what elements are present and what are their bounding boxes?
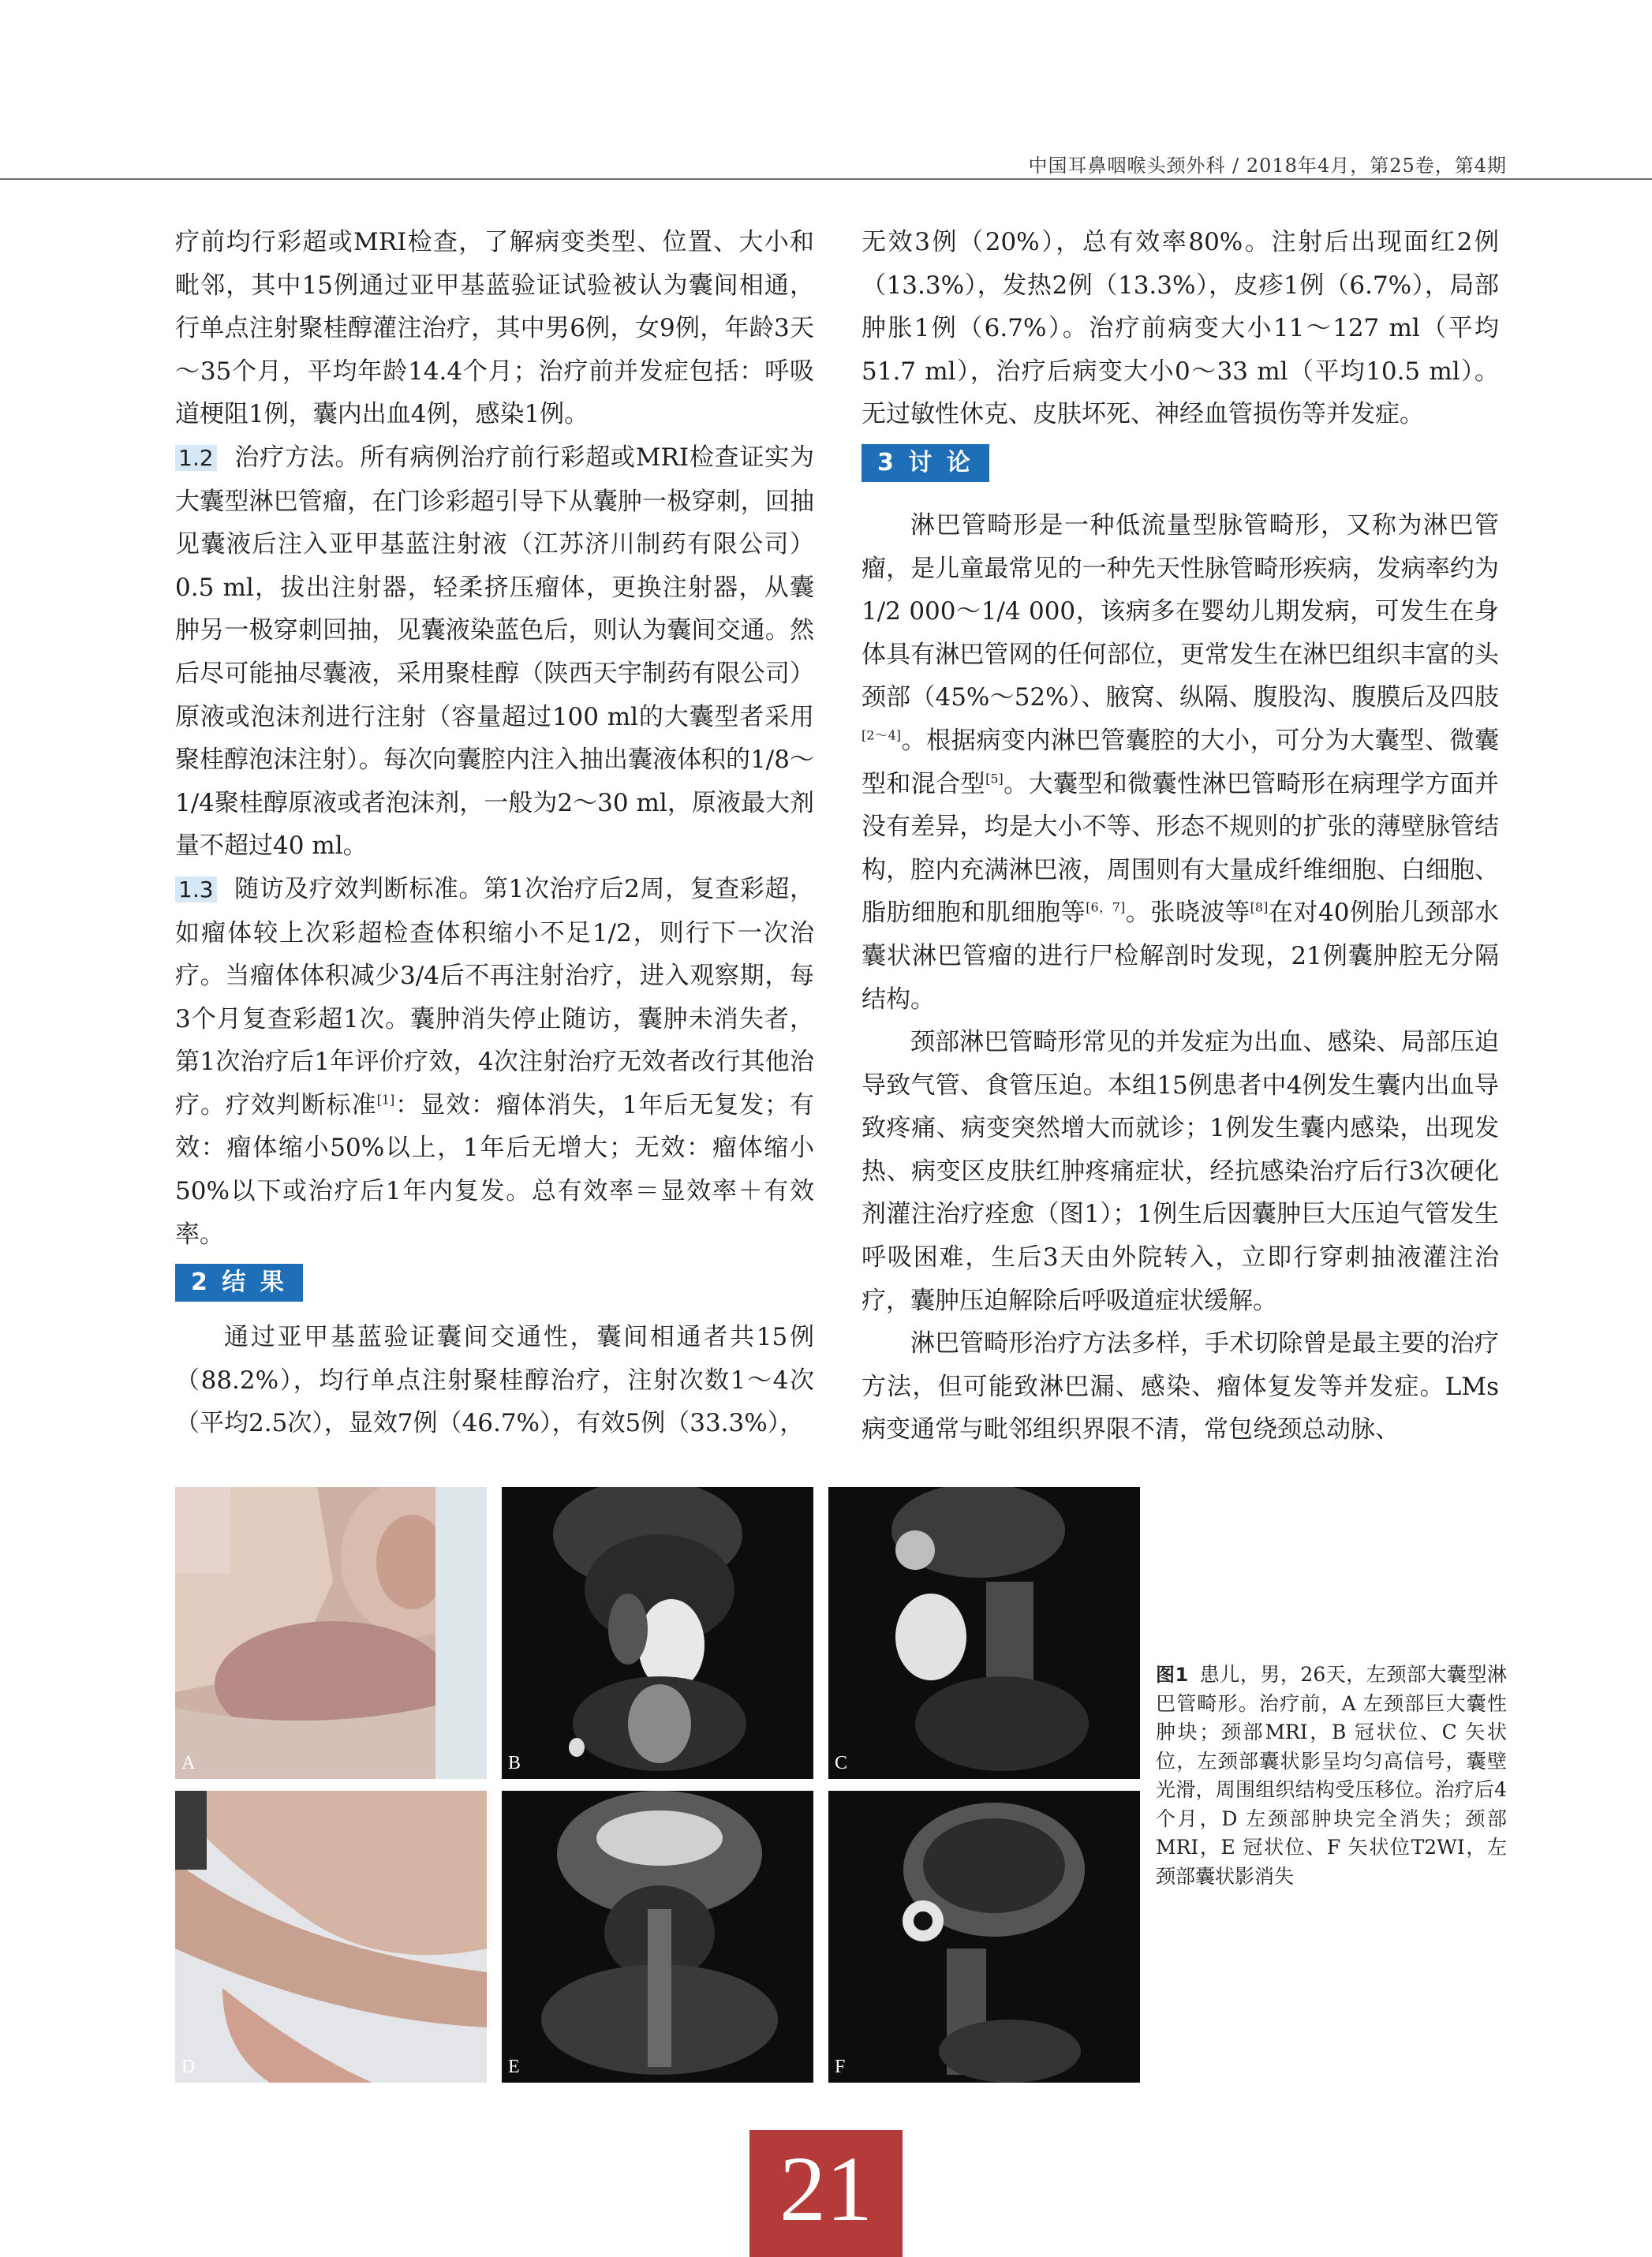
caption-label: 图1: [1156, 1664, 1189, 1686]
citation: [1]: [376, 1092, 395, 1108]
panel-label-a: A: [181, 1753, 196, 1773]
subsection-text: ：显效：瘤体消失，1年后无复发；有效：瘤体缩小50%以上，1年后无增大；无效：瘤体缩小50%以下或治疗后1年内复发。总有效率＝显效率＋有效率。: [175, 1090, 814, 1249]
left-column: [175, 221, 814, 1445]
paragraph-continued: 疗前均行彩超或MRI检查，了解病变类型、位置、大小和毗邻，其中15例通过亚甲基蓝验证试验被认为囊间相通，行单点注射聚桂醇灌注治疗，其中男6例，女9例，年龄3天～35个月，平均年龄14.4个月；治疗前并发症包括：呼吸道梗阻1例，囊内出血4例，感染1例。: [175, 228, 814, 429]
mri-coronal-after-illustration: [502, 1791, 813, 2083]
panel-label-c: C: [835, 1753, 848, 1773]
subsection-1-3: [175, 868, 814, 1256]
discussion-text: 。张晓波等: [1125, 899, 1250, 928]
section-heading-discussion: 3 讨 论: [862, 444, 989, 482]
right-column: [862, 221, 1499, 1452]
header-divider: [0, 178, 1652, 180]
page-number: 21: [749, 2130, 903, 2257]
figure-panel-d-photo: [175, 1791, 487, 2083]
subsection-number: 1.3: [175, 876, 217, 902]
figure-panel-c-mri: [828, 1487, 1140, 1779]
figure-panel-e-mri: [502, 1791, 813, 2083]
discussion-text: 在对40例胎儿颈部水囊状淋巴管瘤的进行尸检解剖时发现，21例囊肿腔无分隔结构。: [862, 899, 1499, 1014]
panel-label-d: D: [181, 2057, 196, 2077]
subsection-1-2: [175, 436, 814, 868]
mri-coronal-illustration: [502, 1487, 813, 1779]
section-heading-results: 2 结 果: [175, 1264, 303, 1302]
panel-label-b: B: [508, 1753, 521, 1773]
mri-sagittal-illustration: [828, 1487, 1140, 1779]
infant-neck-illustration: [175, 1487, 487, 1779]
subsection-number: 1.2: [175, 445, 217, 471]
mri-sagittal-after-illustration: [828, 1791, 1140, 2083]
caption-text: 患儿，男，26天，左颈部大囊型淋巴管畸形。治疗前，A 左颈部巨大囊性肿块；颈部MRI，B 冠状位、C 矢状位，左颈部囊状影呈均匀高信号，囊壁光滑，周围组织结构受压移位。治疗后4个月，D 左颈部肿块完全消失；颈部MRI，E 冠状位、F 矢状位T2WI，左颈部囊状影消失: [1156, 1663, 1507, 1888]
figure-panel-a-photo: [175, 1487, 487, 1779]
infant-neck-after-illustration: [175, 1791, 487, 2083]
journal-header: 中国耳鼻咽喉头颈外科 / 2018年4月，第25卷，第4期: [1028, 155, 1507, 177]
subsection-text: 治疗方法。所有病例治疗前行彩超或MRI检查证实为大囊型淋巴管瘤，在门诊彩超引导下从囊肿一极穿刺，回抽见囊液后注入亚甲基蓝注射液（江苏济川制药有限公司）0.5 ml，拔出注射器，轻柔挤压瘤体，更换注射器，从囊肿另一极穿刺回抽，见囊液染蓝色后，则认为囊间交通。然后尽可能抽尽囊液，采用聚桂醇（陕西天宇制药有限公司）原液或泡沫剂进行注射（容量超过100 ml的大囊型者采用聚桂醇泡沫注射）。每次向囊腔内注入抽出囊液体积的1/8～1/4聚桂醇原液或者泡沫剂，一般为2～30 ml，原液最大剂量不超过40 ml。: [175, 443, 814, 861]
discussion-paragraph-1: [862, 504, 1499, 1021]
citation: [8]: [1250, 899, 1269, 915]
citation: [6，7]: [1086, 899, 1126, 915]
subsection-text: 随访及疗效判断标准。第1次治疗后2周，复查彩超，如瘤体较上次彩超检查体积缩小不足1/2，则行下一次治疗。当瘤体体积减少3/4后不再注射治疗，进入观察期，每3个月复查彩超1次。囊肿消失停止随访，囊肿未消失者，第1次治疗后1年评价疗效，4次注射治疗无效者改行其他治疗。疗效判断标准: [175, 874, 814, 1119]
results-paragraph-continued: 无效3例（20%），总有效率80%。注射后出现面红2例（13.3%），发热2例（13.3%），皮疹1例（6.7%），局部肿胀1例（6.7%）。治疗前病变大小11～127 ml（平均51.7 ml），治疗后病变大小0～33 ml（平均10.5 ml）。无过敏性休克、皮肤坏死、神经血管损伤等并发症。: [862, 228, 1499, 429]
discussion-text: 淋巴管畸形是一种低流量型脉管畸形，又称为淋巴管瘤，是儿童最常见的一种先天性脉管畸形疾病，发病率约为1/2 000～1/4 000，该病多在婴幼儿期发病，可发生在身体具有淋巴管网的任何部位，更常发生在淋巴组织丰富的头颈部（45%～52%）、腋窝、纵隔、腹股沟、腹膜后及四肢: [862, 510, 1499, 712]
panel-label-e: E: [508, 2057, 520, 2077]
discussion-text: 。根据病变内淋巴管囊腔的大小，可分为大囊型、微囊型和混合型: [862, 726, 1499, 798]
citation: [2～4]: [862, 727, 902, 743]
discussion-paragraph-3: 淋巴管畸形治疗方法多样，手术切除曾是最主要的治疗方法，但可能致淋巴漏、感染、瘤体复发等并发症。LMs病变通常与毗邻组织界限不清，常包绕颈总动脉、: [862, 1329, 1499, 1444]
figure-caption: [1156, 1661, 1507, 1891]
discussion-text: 。大囊型和微囊性淋巴管畸形在病理学方面并没有差异，均是大小不等、形态不规则的扩张的薄壁脉管结构，腔内充满淋巴液，周围则有大量成纤维细胞、白细胞、脂肪细胞和肌细胞等: [862, 769, 1500, 928]
panel-label-f: F: [835, 2057, 846, 2077]
figure-panel-f-mri: [828, 1791, 1140, 2083]
results-paragraph: 通过亚甲基蓝验证囊间交通性，囊间相通者共15例（88.2%），均行单点注射聚桂醇治疗，注射次数1～4次（平均2.5次），显效7例（46.7%），有效5例（33.3%），: [175, 1323, 814, 1438]
figure-panel-b-mri: [502, 1487, 813, 1779]
citation: [5]: [985, 771, 1004, 787]
discussion-paragraph-2: 颈部淋巴管畸形常见的并发症为出血、感染、局部压迫导致气管、食管压迫。本组15例患者中4例发生囊内出血导致疼痛、病变突然增大而就诊；1例发生囊内感染，出现发热、病变区皮肤红肿疼痛症状，经抗感染治疗后行3次硬化剂灌注治疗痊愈（图1）；1例生后因囊肿巨大压迫气管发生呼吸困难，生后3天由外院转入，立即行穿刺抽液灌注治疗，囊肿压迫解除后呼吸道症状缓解。: [862, 1028, 1499, 1315]
